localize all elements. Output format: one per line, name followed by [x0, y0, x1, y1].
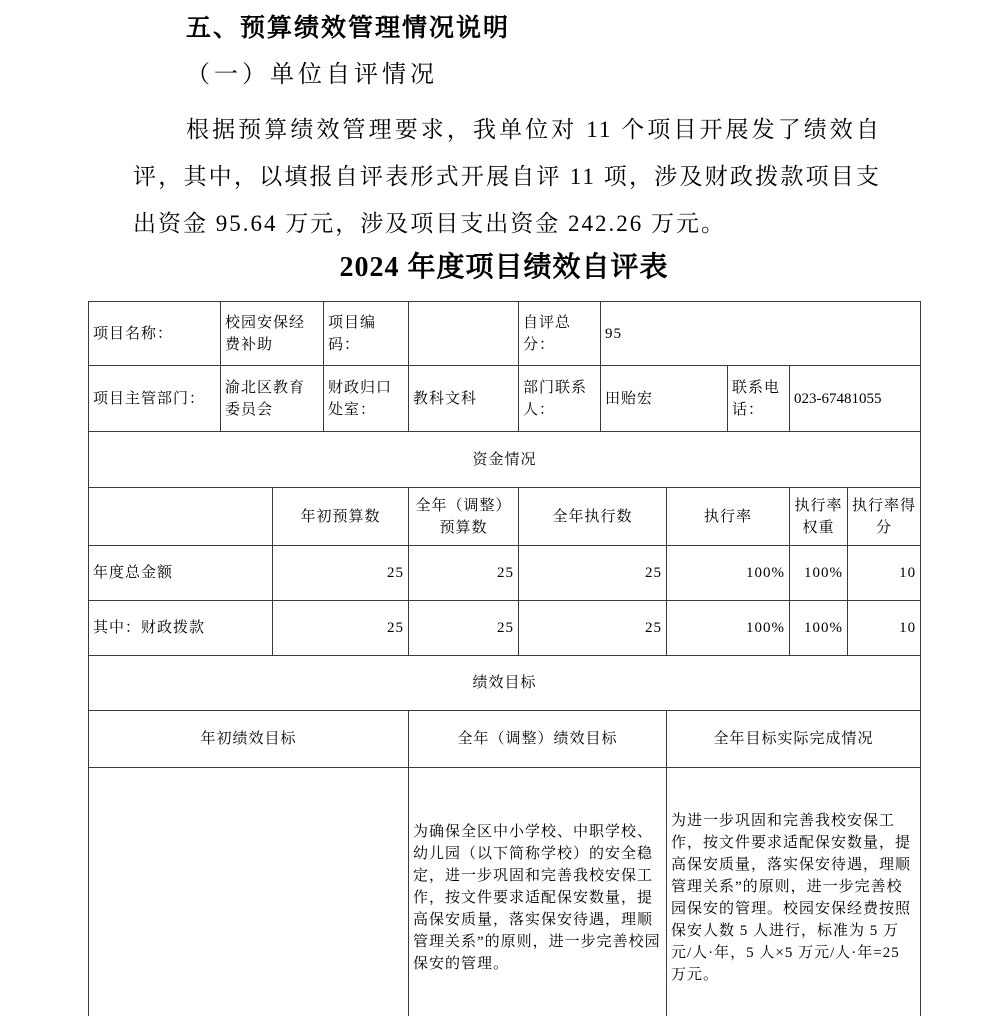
funding-cell: 100% — [667, 601, 790, 656]
table-row — [89, 366, 921, 432]
funding-cell: 100% — [667, 546, 790, 601]
funding-row-label: 年度总金额 — [89, 546, 273, 601]
funding-row-label: 其中：财政拨款 — [89, 601, 273, 656]
project-name-label: 项目名称： — [89, 302, 221, 366]
sub-heading: （一）单位自评情况 — [186, 62, 438, 88]
funding-cell: 25 — [273, 546, 409, 601]
funding-header-blank — [89, 488, 273, 546]
body-paragraph: 根据预算绩效管理要求，我单位对 11 个项目开展发了绩效自评，其中，以填报自评表形式开展自评 11 项，涉及财政拨款项目支出资金 95.64 万元，涉及项目支出资金 242.26 万元。 — [133, 117, 881, 236]
phone-value: 023-67481055 — [790, 366, 921, 432]
self-evaluation-table — [88, 301, 921, 1016]
funding-cell: 10 — [848, 546, 921, 601]
goals-header-initial: 年初绩效目标 — [89, 711, 409, 768]
finance-office-label: 财政归口处室： — [324, 366, 409, 432]
funding-header-exec-rate: 执行率 — [667, 488, 790, 546]
funding-header-rate-weight: 执行率权重 — [790, 488, 848, 546]
funding-cell: 100% — [790, 546, 848, 601]
table-row — [89, 768, 921, 1016]
table-row — [89, 601, 921, 656]
finance-office-value: 教科文科 — [409, 366, 519, 432]
funding-cell: 25 — [519, 546, 667, 601]
funding-cell: 25 — [273, 601, 409, 656]
funding-cell: 25 — [519, 601, 667, 656]
section-heading: 五、预算绩效管理情况说明 — [186, 14, 511, 42]
project-code-label: 项目编码： — [324, 302, 409, 366]
table-row — [89, 488, 921, 546]
funding-section-title: 资金情况 — [89, 432, 921, 488]
funding-header-rate-score: 执行率得分 — [848, 488, 921, 546]
goals-header-adjusted: 全年（调整）绩效目标 — [409, 711, 667, 768]
self-score-label: 自评总分： — [519, 302, 601, 366]
project-code-value — [409, 302, 519, 366]
funding-cell: 25 — [409, 546, 519, 601]
goals-header-actual: 全年目标实际完成情况 — [667, 711, 921, 768]
contact-label: 部门联系人： — [519, 366, 601, 432]
funding-header-initial-budget: 年初预算数 — [273, 488, 409, 546]
funding-cell: 10 — [848, 601, 921, 656]
dept-value: 渝北区教育委员会 — [221, 366, 324, 432]
contact-value: 田贻宏 — [601, 366, 728, 432]
self-score-value: 95 — [601, 302, 921, 366]
adjusted-goal-cell: 为确保全区中小学校、中职学校、幼儿园（以下简称学校）的安全稳定，进一步巩固和完善我校安保工作，按文件要求适配保安数量，提高保安质量，落实保安待遇，理顺管理关系”的原则，进一步完善校园保安的管理。 — [409, 768, 667, 1016]
goals-section-title: 绩效目标 — [89, 656, 921, 711]
funding-cell: 25 — [409, 601, 519, 656]
initial-goal-cell — [89, 768, 409, 1016]
actual-completion-cell: 为进一步巩固和完善我校安保工作，按文件要求适配保安数量，提高保安质量，落实保安待遇，理顺管理关系”的原则，进一步完善校园保安的管理。校园安保经费按照保安人数 5 人进行，标准为 5 万元/人·年，5 人×5 万元/人·年=25 万元。 — [667, 768, 921, 1016]
project-name-value: 校园安保经费补助 — [221, 302, 324, 366]
table-row — [89, 711, 921, 768]
dept-label: 项目主管部门： — [89, 366, 221, 432]
table-row — [89, 546, 921, 601]
funding-cell: 100% — [790, 601, 848, 656]
table-row — [89, 302, 921, 366]
funding-header-adjusted-budget: 全年（调整）预算数 — [409, 488, 519, 546]
table-row — [89, 432, 921, 488]
phone-label: 联系电话： — [728, 366, 790, 432]
funding-header-executed: 全年执行数 — [519, 488, 667, 546]
table-title: 2024 年度项目绩效自评表 — [339, 252, 669, 283]
table-row — [89, 656, 921, 711]
